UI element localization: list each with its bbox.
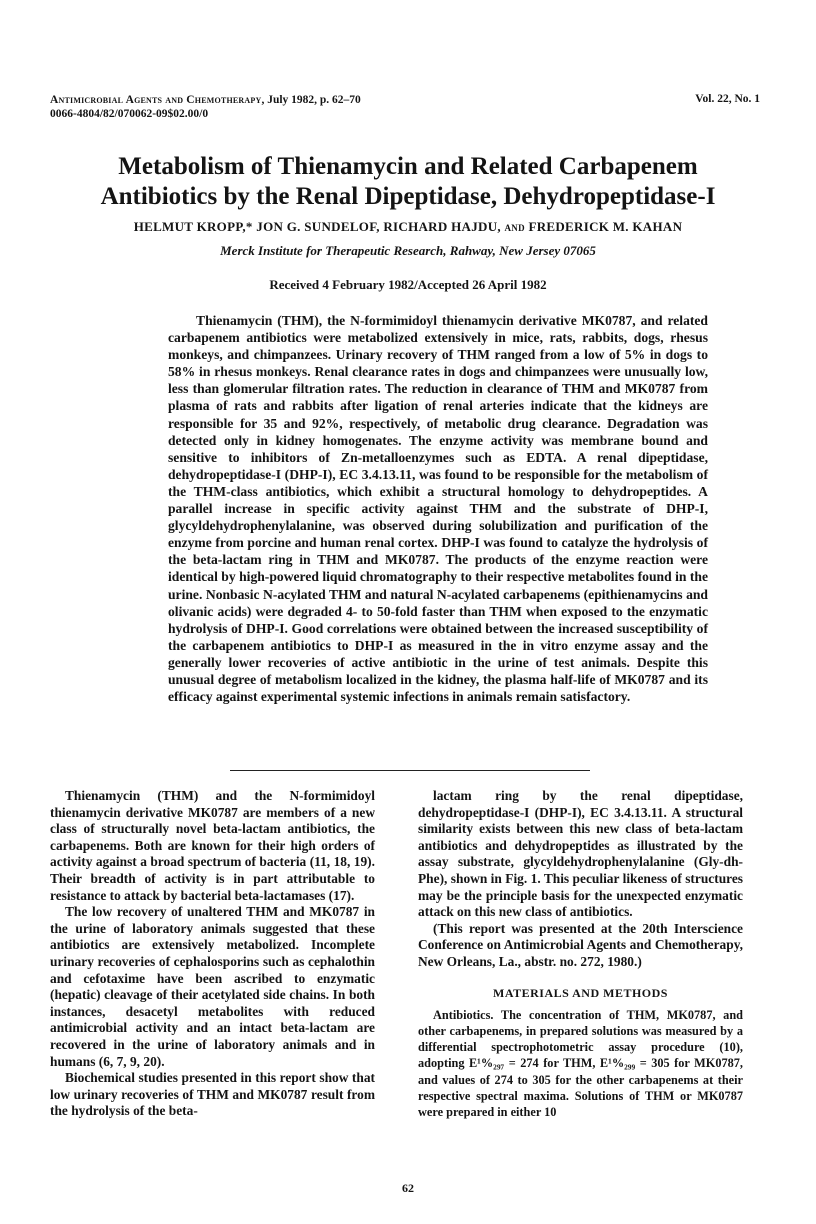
- article-code: 0066-4804/82/070062-09$02.00/0: [50, 108, 209, 120]
- abstract: Thienamycin (THM), the N-formimidoyl thienamycin derivative MK0787, and related carbapenem antibiotics were metabolized extensively in mice, rats, rabbits, dogs, rhesus monkeys, and chimpanzees. Urinary recovery of THM ranged from a low of 5% in dogs to 58% in rhesus monkeys. Renal clearance rates in dogs and chimpanzees were unusually low, less than glomerular filtration rates. The reduction in clearance of THM and MK0787 from plasma of rats and rabbits after ligation of renal arteries indicate that the kidneys are responsible for 35 and 92%, respectively, of metabolic drug clearance. Degradation was detected only in kidney homogenates. The enzyme activity was membrane bound and sensitive to inhibitors of Zn-metalloenzymes such as EDTA. A renal dipeptidase, dehydropeptidase-I (DHP-I), EC 3.4.13.11, was found to be responsible for the metabolism of the THM-class antibiotics, which exhibit a structural homology to dehydropeptides. A parallel increase in specific activity against THM and the substrate of DHP-I, glycyldehydrophenylalanine, was observed during solubilization and purification of the enzyme from porcine and human renal cortex. DHP-I was found to catalyze the hydrolysis of the beta-lactam ring in THM and MK0787. The products of the enzyme reaction were identical by high-powered liquid chromatography to their respective metabolites found in the urine. Nonbasic N-acylated THM and natural N-acylated carbapenems (epithienamycins and olivanic acids) were degraded 4- to 50-fold faster than THM when exposed to the enzymatic hydrolysis of DHP-I. Good correlations were obtained between the increased susceptibility of the carbapenem antibiotics to DHP-I as measured in the in vitro enzyme assay and the generally lower recoveries of active antibiotic in the urine of test animals. Despite this unusual degree of metabolism localized in the kidney, the plasma half-life of MK0787 and its efficacy against experimental systemic infections in animals remain satisfactory.: [168, 313, 708, 705]
- body-paragraph: (This report was presented at the 20th Interscience Conference on Antimicrobial Agents and Chemotherapy, New Orleans, La., abstr. no. 272, 1980.): [418, 920, 743, 969]
- journal-name: Antimicrobial Agents and Chemotherapy: [50, 94, 262, 106]
- section-heading: MATERIALS AND METHODS: [493, 985, 668, 1000]
- page-number: 62: [402, 1181, 414, 1195]
- methods-runin-heading: Antibiotics.: [433, 1008, 494, 1023]
- received-dates: Received 4 February 1982/Accepted 26 April 1982: [269, 277, 547, 292]
- body-paragraph: Biochemical studies presented in this report show that low urinary recoveries of THM and MK0787 result from the hydrolysis of the beta-: [50, 1070, 375, 1119]
- article-title: Metabolism of Thienamycin and Related Carbapenem Antibiotics by the Renal Dipeptidase, Dehydropeptidase-I: [100, 153, 716, 210]
- body-column-right: [418, 788, 743, 1120]
- body-paragraph: lactam ring by the renal dipeptidase, dehydropeptidase-I (DHP-I), EC 3.4.13.11. A structural similarity exists between this new class of beta-lactam antibiotics and dehydropeptides as illustrated by the assay substrate, glycyldehydrophenylalanine (Gly-dh-Phe), shown in Fig. 1. This peculiar likeness of structures may be the principle basis for the unexpected enzymatic attack on this new class of antibiotics.: [418, 788, 743, 920]
- running-header: [50, 93, 361, 121]
- author-names: HELMUT KROPP,* JON G. SUNDELOF, RICHARD HAJDU,: [133, 219, 501, 234]
- volume-info: Vol. 22, No. 1: [695, 93, 760, 105]
- body-column-left: [50, 788, 375, 1120]
- affiliation: Merck Institute for Therapeutic Research, Rahway, New Jersey 07065: [220, 243, 596, 258]
- section-divider: [230, 770, 590, 771]
- methods-text: The concentration of THM, MK0787, and other carbapenems, in prepared solutions was measured by a differential spectrophotometric assay procedure (10), adopting E¹%₂₉₇ = 274 for THM, E¹%₂₉₉ = 305 for MK0787, and values of 274 to 305 for the other carbapenems at their respective spectral maxima. Solutions of THM or MK0787 were prepared in either 10: [418, 1008, 743, 1119]
- body-paragraph: The low recovery of unaltered THM and MK0787 in the urine of laboratory animals suggested that these antibiotics are extensively metabolized. Incomplete urinary recoveries of cephalosporins such as cephalothin and cefotaxime have been ascribed to enzymatic (hepatic) cleavage of their acetylated side chains. In both instances, desacetyl metabolites with reduced antimicrobial activity and an intact beta-lactam are recovered in the urine of laboratory animals and in humans (6, 7, 9, 20).: [50, 904, 375, 1069]
- author-conjunction: and: [504, 219, 525, 234]
- author-last: FREDERICK M. KAHAN: [528, 219, 683, 234]
- body-paragraph: Thienamycin (THM) and the N-formimidoyl thienamycin derivative MK0787 are members of a new class of structurally novel beta-lactam antibiotics, the carbapenems. Both are known for their high orders of activity against a broad spectrum of bacteria (11, 18, 19). Their breadth of activity is in part attributable to resistance to attack by bacterial beta-lactamases (17).: [50, 788, 375, 903]
- methods-paragraph: [418, 1007, 743, 1120]
- author-list: [60, 219, 756, 235]
- citation: , July 1982, p. 62–70: [261, 94, 361, 106]
